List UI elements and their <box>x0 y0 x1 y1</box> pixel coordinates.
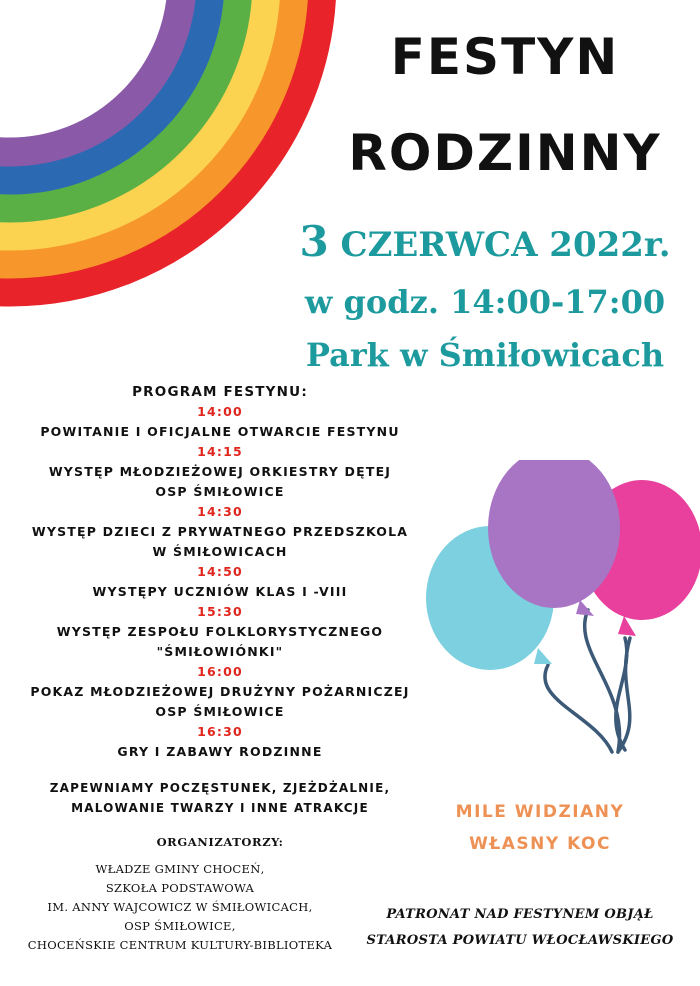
program-item-time: 14:50 <box>197 564 243 579</box>
program-item <box>20 722 420 762</box>
organizer-item: IM. ANNY WAJCOWICZ W ŚMIŁOWICACH, <box>47 900 313 914</box>
program-item-title: WYSTĘPY UCZNIÓW KLAS I -VIII <box>92 584 348 599</box>
program-item <box>20 502 420 562</box>
program-item <box>20 662 420 722</box>
program-item-title: GRY I ZABAWY RODZINNE <box>117 744 323 759</box>
program-item-time: 16:30 <box>197 724 243 739</box>
program-list <box>20 402 420 762</box>
title-line-2: RODZINNY <box>348 124 662 182</box>
program-item-time: 14:00 <box>197 404 243 419</box>
program-item-title: OSP ŚMIŁOWICE <box>155 484 285 499</box>
organizer-item: OSP ŚMIŁOWICE, <box>124 919 236 933</box>
balloon-string <box>585 610 620 752</box>
organizers-list <box>10 860 350 955</box>
event-date-rest: CZERWCA 2022r. <box>340 225 671 265</box>
program-item-title: WYSTĘP MŁODZIEŻOWEJ ORKIESTRY DĘTEJ <box>48 464 392 479</box>
program-item <box>20 602 420 662</box>
organizer-item: WŁADZE GMINY CHOCEŃ, <box>95 862 265 876</box>
attractions-line-2: MALOWANIE TWARZY I INNE ATRAKCJE <box>71 801 369 815</box>
event-date <box>270 217 700 266</box>
blue-balloon-knot <box>534 648 552 664</box>
rainbow-decoration <box>0 0 345 320</box>
patronage-line-2: STAROSTA POWIATU WŁOCŁAWSKIEGO <box>366 933 674 948</box>
blanket-line-1: MILE WIDZIANY <box>455 802 625 822</box>
program-item-time: 14:30 <box>197 504 243 519</box>
event-place: Park w Śmiłowicach <box>305 336 665 374</box>
program-item-title: POKAZ MŁODZIEŻOWEJ DRUŻYNY POŻARNICZEJ <box>30 684 410 699</box>
program-item-title: WYSTĘP ZESPOŁU FOLKLORYSTYCZNEGO <box>56 624 384 639</box>
patronage-line-1: PATRONAT NAD FESTYNEM OBJĄŁ <box>386 907 654 922</box>
program-item-title: POWITANIE I OFICJALNE OTWARCIE FESTYNU <box>40 424 400 439</box>
attractions-line-1: ZAPEWNIAMY POCZĘSTUNEK, ZJEŻDŻALNIE, <box>49 781 391 795</box>
program-item <box>20 562 420 602</box>
purple-balloon-knot <box>576 600 594 616</box>
program-item-time: 15:30 <box>197 604 243 619</box>
organizers-heading: ORGANIZATORZY: <box>156 835 284 849</box>
balloons-illustration <box>420 460 700 760</box>
program-item <box>20 402 420 442</box>
program-item-title: WYSTĘP DZIECI Z PRYWATNEGO PRZEDSZKOLA <box>31 524 409 539</box>
program-item-time: 14:15 <box>197 444 243 459</box>
event-hours: w godz. 14:00-17:00 <box>304 283 666 321</box>
event-date-day: 3 <box>299 217 329 266</box>
program-item <box>20 442 420 502</box>
organizer-item: CHOCEŃSKIE CENTRUM KULTURY-BIBLIOTEKA <box>27 938 333 952</box>
program-item-time: 16:00 <box>197 664 243 679</box>
program-item-title: "ŚMIŁOWIÓNKI" <box>156 644 284 659</box>
program-heading: PROGRAM FESTYNU: <box>132 384 308 400</box>
blanket-line-2: WŁASNY KOC <box>469 834 611 854</box>
program-item-title: W ŚMIŁOWICACH <box>152 544 288 559</box>
attractions-note <box>20 778 420 818</box>
organizer-item: SZKOŁA PODSTAWOWA <box>105 881 255 895</box>
program-item-title: OSP ŚMIŁOWICE <box>155 704 285 719</box>
title-line-1: FESTYN <box>390 28 620 86</box>
